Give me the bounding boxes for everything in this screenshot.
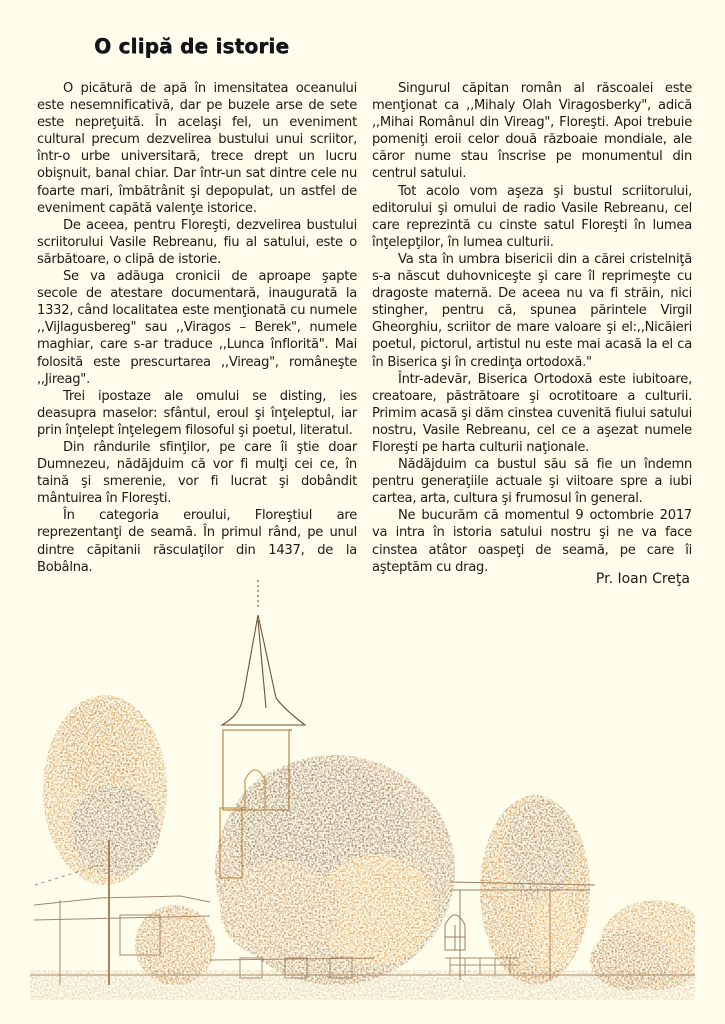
paragraph: În categoria eroului, Floreştiul are reprezentanţi de seamă. În primul rând, pe unul dintre căpitanii răsculaţilor din 1437, de la Bobâlna. — [37, 508, 357, 575]
article-title: O clipă de istorie — [94, 34, 290, 58]
paragraph: Nădăjduim ca bustul său să fie un îndemn pentru generaţiile actuale şi viitoare spre a iubi cartea, arta, cultura şi frumosul în general. — [372, 457, 692, 507]
paragraph: Într-adevăr, Biserica Ortodoxă este iubitoare, creatoare, păstrătoare şi ocrotitoare a culturii. Primim acasă şi dăm cinstea cuvenită fiului satului nostru, Vasile Rebreanu, cel ce a aşezat numele Floreşti pe harta culturii naţionale. — [372, 371, 692, 455]
right-column — [372, 80, 692, 576]
paragraph: Se va adăuga cronicii de aproape şapte secole de atestare documentară, inaugurată la 1332, când localitatea este menţionată cu numele ,,Vijlagusbereg" sau ,,Viragos – Berek", numele maghiar, care s-ar traduce ,,Lunca înflorită". Mai folosită este prescurtarea ,,Vireag", româneşte ,,Jireag". — [37, 269, 357, 387]
paragraph: De aceea, pentru Floreşti, dezvelirea bustului scriitorului Vasile Rebreanu, fiu al satului, este o sărbătoare, o clipă de istorie. — [37, 217, 357, 267]
left-column — [37, 80, 357, 576]
center-tree — [215, 755, 455, 985]
ground — [30, 970, 695, 1000]
paragraph: O picătură de apă în imensitatea oceanului este nesemnificativă, dar pe buzele arse de sete este nepreţuită. În acelaşi fel, un eveniment cultural precum dezvelirea bustului unui scriitor, într-o urbe universitară, trece drept un lucru obişnuit, banal chiar. Dar într-un sat dintre cele nu foarte mari, îmbătrânit şi depopulat, un astfel de eveniment capătă valenţe istorice. — [37, 81, 357, 216]
paragraph: Trei ipostaze ale omului se disting, ies deasupra maselor: sfântul, eroul şi înţeleptul, iar prin înţelept înţelegem filosoful şi poetul, literatul. — [37, 388, 357, 438]
author-signature: Pr. Ioan Creţa — [595, 571, 690, 587]
paragraph: Va sta în umbra bisericii din a cărei cristelniţă s-a născut duhovniceşte şi care îl reprimeşte cu dragoste maternă. De aceea nu va fi străin, nici stingher, pentru că, spunea părintele Virgil Gheorghiu, scriitor de mare valoare şi el:,,Nicăieri poetul, pictorul, artistul nu este mai acasă la el ca în Biserica şi în credinţa ortodoxă." — [372, 251, 692, 370]
paragraph: Din rândurile sfinţilor, pe care îi ştie doar Dumnezeu, nădăjduim că vor fi mulţi cei ce, în taină şi smerenie, vor fi lucrat şi dobândit mântuirea în Floreşti. — [37, 439, 357, 507]
paragraph: Tot acolo vom aşeza şi bustul scriitorului, editorului şi omului de radio Vasile Rebreanu, cel care reprezintă cu cinste satul Floreşti în lumea înţelepţilor, în lumea culturii. — [372, 183, 692, 250]
church-illustration — [30, 580, 695, 1005]
paragraph: Singurul căpitan român al răscoalei este menţionat ca ,,Mihaly Olah Viragosberky", adică ,,Mihai Românul din Vireag", Floreşti. Apoi trebuie pomeniţi eroii celor două războaie mondiale, ale căror nume stau înscrise pe monumentul din centrul satului. — [372, 81, 692, 182]
paragraph: Ne bucurăm că momentul 9 octombrie 2017 va intra în istoria satului nostru şi ne va face cinstea atâtor oaspeţi de seamă, pe care îi aşteptăm cu drag. — [372, 508, 692, 575]
left-tree — [43, 695, 167, 885]
right-tree — [480, 795, 590, 985]
